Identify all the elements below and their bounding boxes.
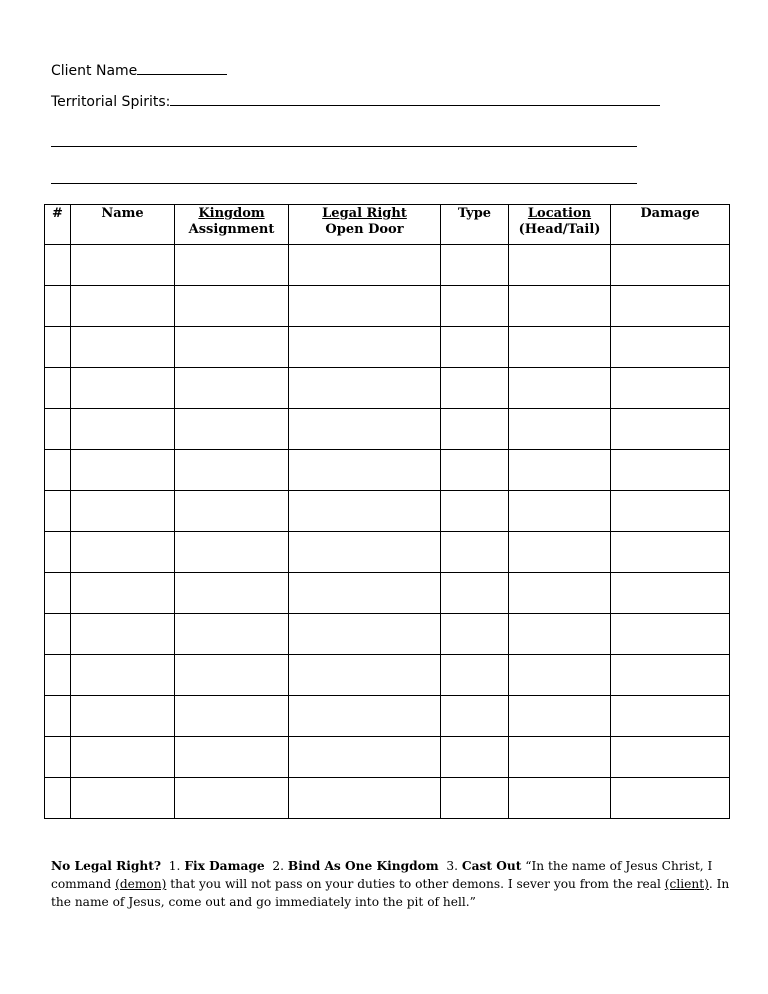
table-cell[interactable] — [45, 532, 71, 573]
table-cell[interactable] — [611, 614, 730, 655]
table-cell[interactable] — [289, 286, 441, 327]
table-cell[interactable] — [289, 368, 441, 409]
table-cell[interactable] — [71, 614, 175, 655]
table-cell[interactable] — [71, 491, 175, 532]
footer-instructions — [51, 857, 741, 911]
table-cell[interactable] — [289, 737, 441, 778]
table-cell[interactable] — [45, 614, 71, 655]
column-header-1-line1: Name — [101, 206, 144, 221]
client-placeholder: (client) — [664, 877, 709, 891]
demon-placeholder: (demon) — [115, 877, 167, 891]
table-cell[interactable] — [71, 778, 175, 819]
column-header-6-line1: Damage — [640, 206, 700, 221]
footer-question: No Legal Right? — [51, 859, 162, 873]
table-cell[interactable] — [289, 491, 441, 532]
table-cell[interactable] — [611, 573, 730, 614]
table-row — [45, 655, 730, 696]
table-cell[interactable] — [175, 245, 289, 286]
table-cell[interactable] — [175, 532, 289, 573]
territorial-spirits-label: Territorial Spirits: — [51, 94, 171, 110]
step-3-text: Cast Out — [461, 859, 522, 873]
table-row — [45, 491, 730, 532]
table-cell[interactable] — [441, 327, 509, 368]
table-cell[interactable] — [509, 696, 611, 737]
table-cell[interactable] — [441, 450, 509, 491]
territorial-spirits-blank[interactable] — [170, 92, 660, 106]
table-row — [45, 532, 730, 573]
table-cell[interactable] — [611, 532, 730, 573]
table-cell[interactable] — [611, 491, 730, 532]
table-cell[interactable] — [45, 409, 71, 450]
table-header-row — [45, 205, 730, 245]
table-row — [45, 327, 730, 368]
table-cell[interactable] — [71, 368, 175, 409]
table-cell[interactable] — [71, 450, 175, 491]
table-cell[interactable] — [441, 573, 509, 614]
table-cell[interactable] — [45, 778, 71, 819]
table-cell[interactable] — [71, 696, 175, 737]
table-cell[interactable] — [175, 409, 289, 450]
column-header-5 — [509, 205, 611, 245]
table-cell[interactable] — [71, 286, 175, 327]
table-body — [45, 245, 730, 819]
table-cell[interactable] — [441, 532, 509, 573]
table-cell[interactable] — [441, 491, 509, 532]
table-cell[interactable] — [611, 696, 730, 737]
step-1-number: 1. — [168, 859, 181, 873]
table-cell[interactable] — [509, 573, 611, 614]
table-cell[interactable] — [175, 655, 289, 696]
table-cell[interactable] — [289, 778, 441, 819]
table-cell[interactable] — [175, 573, 289, 614]
table-cell[interactable] — [509, 327, 611, 368]
column-header-3-line2: Open Door — [325, 222, 404, 237]
prayer-text-2: that you will not pass on your duties to other demons. I sever you from the real — [170, 877, 661, 891]
table-cell[interactable] — [441, 696, 509, 737]
table-cell[interactable] — [175, 696, 289, 737]
table-cell[interactable] — [175, 614, 289, 655]
table-cell[interactable] — [175, 368, 289, 409]
table-cell[interactable] — [289, 655, 441, 696]
column-header-3 — [289, 205, 441, 245]
table-cell[interactable] — [289, 573, 441, 614]
table-cell[interactable] — [289, 245, 441, 286]
column-header-6 — [611, 205, 730, 245]
table-cell[interactable] — [45, 327, 71, 368]
table-cell[interactable] — [509, 614, 611, 655]
table-cell[interactable] — [509, 655, 611, 696]
table-cell[interactable] — [71, 573, 175, 614]
table-row — [45, 245, 730, 286]
table-cell[interactable] — [71, 409, 175, 450]
table-cell[interactable] — [45, 450, 71, 491]
client-name-blank[interactable] — [137, 61, 227, 75]
table-cell[interactable] — [509, 532, 611, 573]
column-header-0 — [45, 205, 71, 245]
table-cell[interactable] — [611, 245, 730, 286]
table-cell[interactable] — [289, 696, 441, 737]
table-cell[interactable] — [441, 614, 509, 655]
spirits-worksheet-table — [44, 204, 730, 819]
table-row — [45, 696, 730, 737]
table-cell[interactable] — [45, 368, 71, 409]
table-cell[interactable] — [45, 245, 71, 286]
table-cell[interactable] — [611, 368, 730, 409]
table-cell[interactable] — [611, 655, 730, 696]
column-header-5-line2: (Head/Tail) — [518, 222, 601, 237]
table-cell[interactable] — [441, 409, 509, 450]
blank-line-1[interactable] — [51, 146, 637, 147]
table-cell[interactable] — [175, 327, 289, 368]
table-cell[interactable] — [611, 409, 730, 450]
column-header-0-line1: # — [52, 206, 63, 221]
table-row — [45, 286, 730, 327]
table-cell[interactable] — [45, 491, 71, 532]
table-row — [45, 368, 730, 409]
table-cell[interactable] — [441, 368, 509, 409]
table-cell[interactable] — [509, 778, 611, 819]
table-cell[interactable] — [45, 286, 71, 327]
table-cell[interactable] — [175, 737, 289, 778]
table-cell[interactable] — [289, 409, 441, 450]
column-header-2-line1: Kingdom — [198, 206, 265, 221]
table-row — [45, 409, 730, 450]
column-header-4-line1: Type — [457, 206, 492, 221]
column-header-2-line2: Assignment — [188, 222, 275, 237]
blank-line-2[interactable] — [51, 183, 637, 184]
table-cell[interactable] — [289, 450, 441, 491]
table-cell[interactable] — [611, 327, 730, 368]
table-cell[interactable] — [611, 450, 730, 491]
table-cell[interactable] — [289, 327, 441, 368]
table-cell[interactable] — [289, 614, 441, 655]
table-cell[interactable] — [71, 245, 175, 286]
table-cell[interactable] — [441, 655, 509, 696]
step-2-text: Bind As One Kingdom — [287, 859, 439, 873]
territorial-spirits-field[interactable] — [51, 92, 660, 110]
column-header-5-line1: Location — [527, 206, 592, 221]
table-row — [45, 778, 730, 819]
table-cell[interactable] — [509, 491, 611, 532]
table-cell[interactable] — [45, 655, 71, 696]
table-cell[interactable] — [45, 573, 71, 614]
table-row — [45, 450, 730, 491]
table-row — [45, 573, 730, 614]
table-row — [45, 737, 730, 778]
table-cell[interactable] — [611, 778, 730, 819]
table-cell[interactable] — [45, 737, 71, 778]
table-cell[interactable] — [175, 491, 289, 532]
table-cell[interactable] — [71, 327, 175, 368]
column-header-1 — [71, 205, 175, 245]
column-header-4 — [441, 205, 509, 245]
table-cell[interactable] — [509, 368, 611, 409]
table-cell[interactable] — [71, 655, 175, 696]
table-cell[interactable] — [175, 778, 289, 819]
table-cell[interactable] — [509, 737, 611, 778]
table-cell[interactable] — [509, 286, 611, 327]
step-2-number: 2. — [272, 859, 285, 873]
table-cell[interactable] — [441, 286, 509, 327]
table-cell[interactable] — [289, 532, 441, 573]
column-header-2 — [175, 205, 289, 245]
table-cell[interactable] — [441, 778, 509, 819]
prayer-text-1: “In the name of Jesus Christ, I command — [51, 859, 713, 891]
client-name-field[interactable] — [51, 61, 227, 79]
table-cell[interactable] — [441, 737, 509, 778]
step-3-number: 3. — [446, 859, 459, 873]
table-row — [45, 614, 730, 655]
table-cell[interactable] — [509, 450, 611, 491]
step-1-text: Fix Damage — [184, 859, 265, 873]
table-cell[interactable] — [611, 286, 730, 327]
table-cell[interactable] — [611, 737, 730, 778]
table-cell[interactable] — [509, 245, 611, 286]
table-cell[interactable] — [175, 450, 289, 491]
table-cell[interactable] — [45, 696, 71, 737]
table-cell[interactable] — [71, 532, 175, 573]
table-cell[interactable] — [71, 737, 175, 778]
table-cell[interactable] — [175, 286, 289, 327]
table-cell[interactable] — [509, 409, 611, 450]
table-cell[interactable] — [441, 245, 509, 286]
client-name-label: Client Name — [51, 63, 138, 79]
prayer-text-3: . In the name of Jesus, come out and go immediately into the pit of hell.” — [51, 877, 730, 909]
column-header-3-line1: Legal Right — [322, 206, 407, 221]
